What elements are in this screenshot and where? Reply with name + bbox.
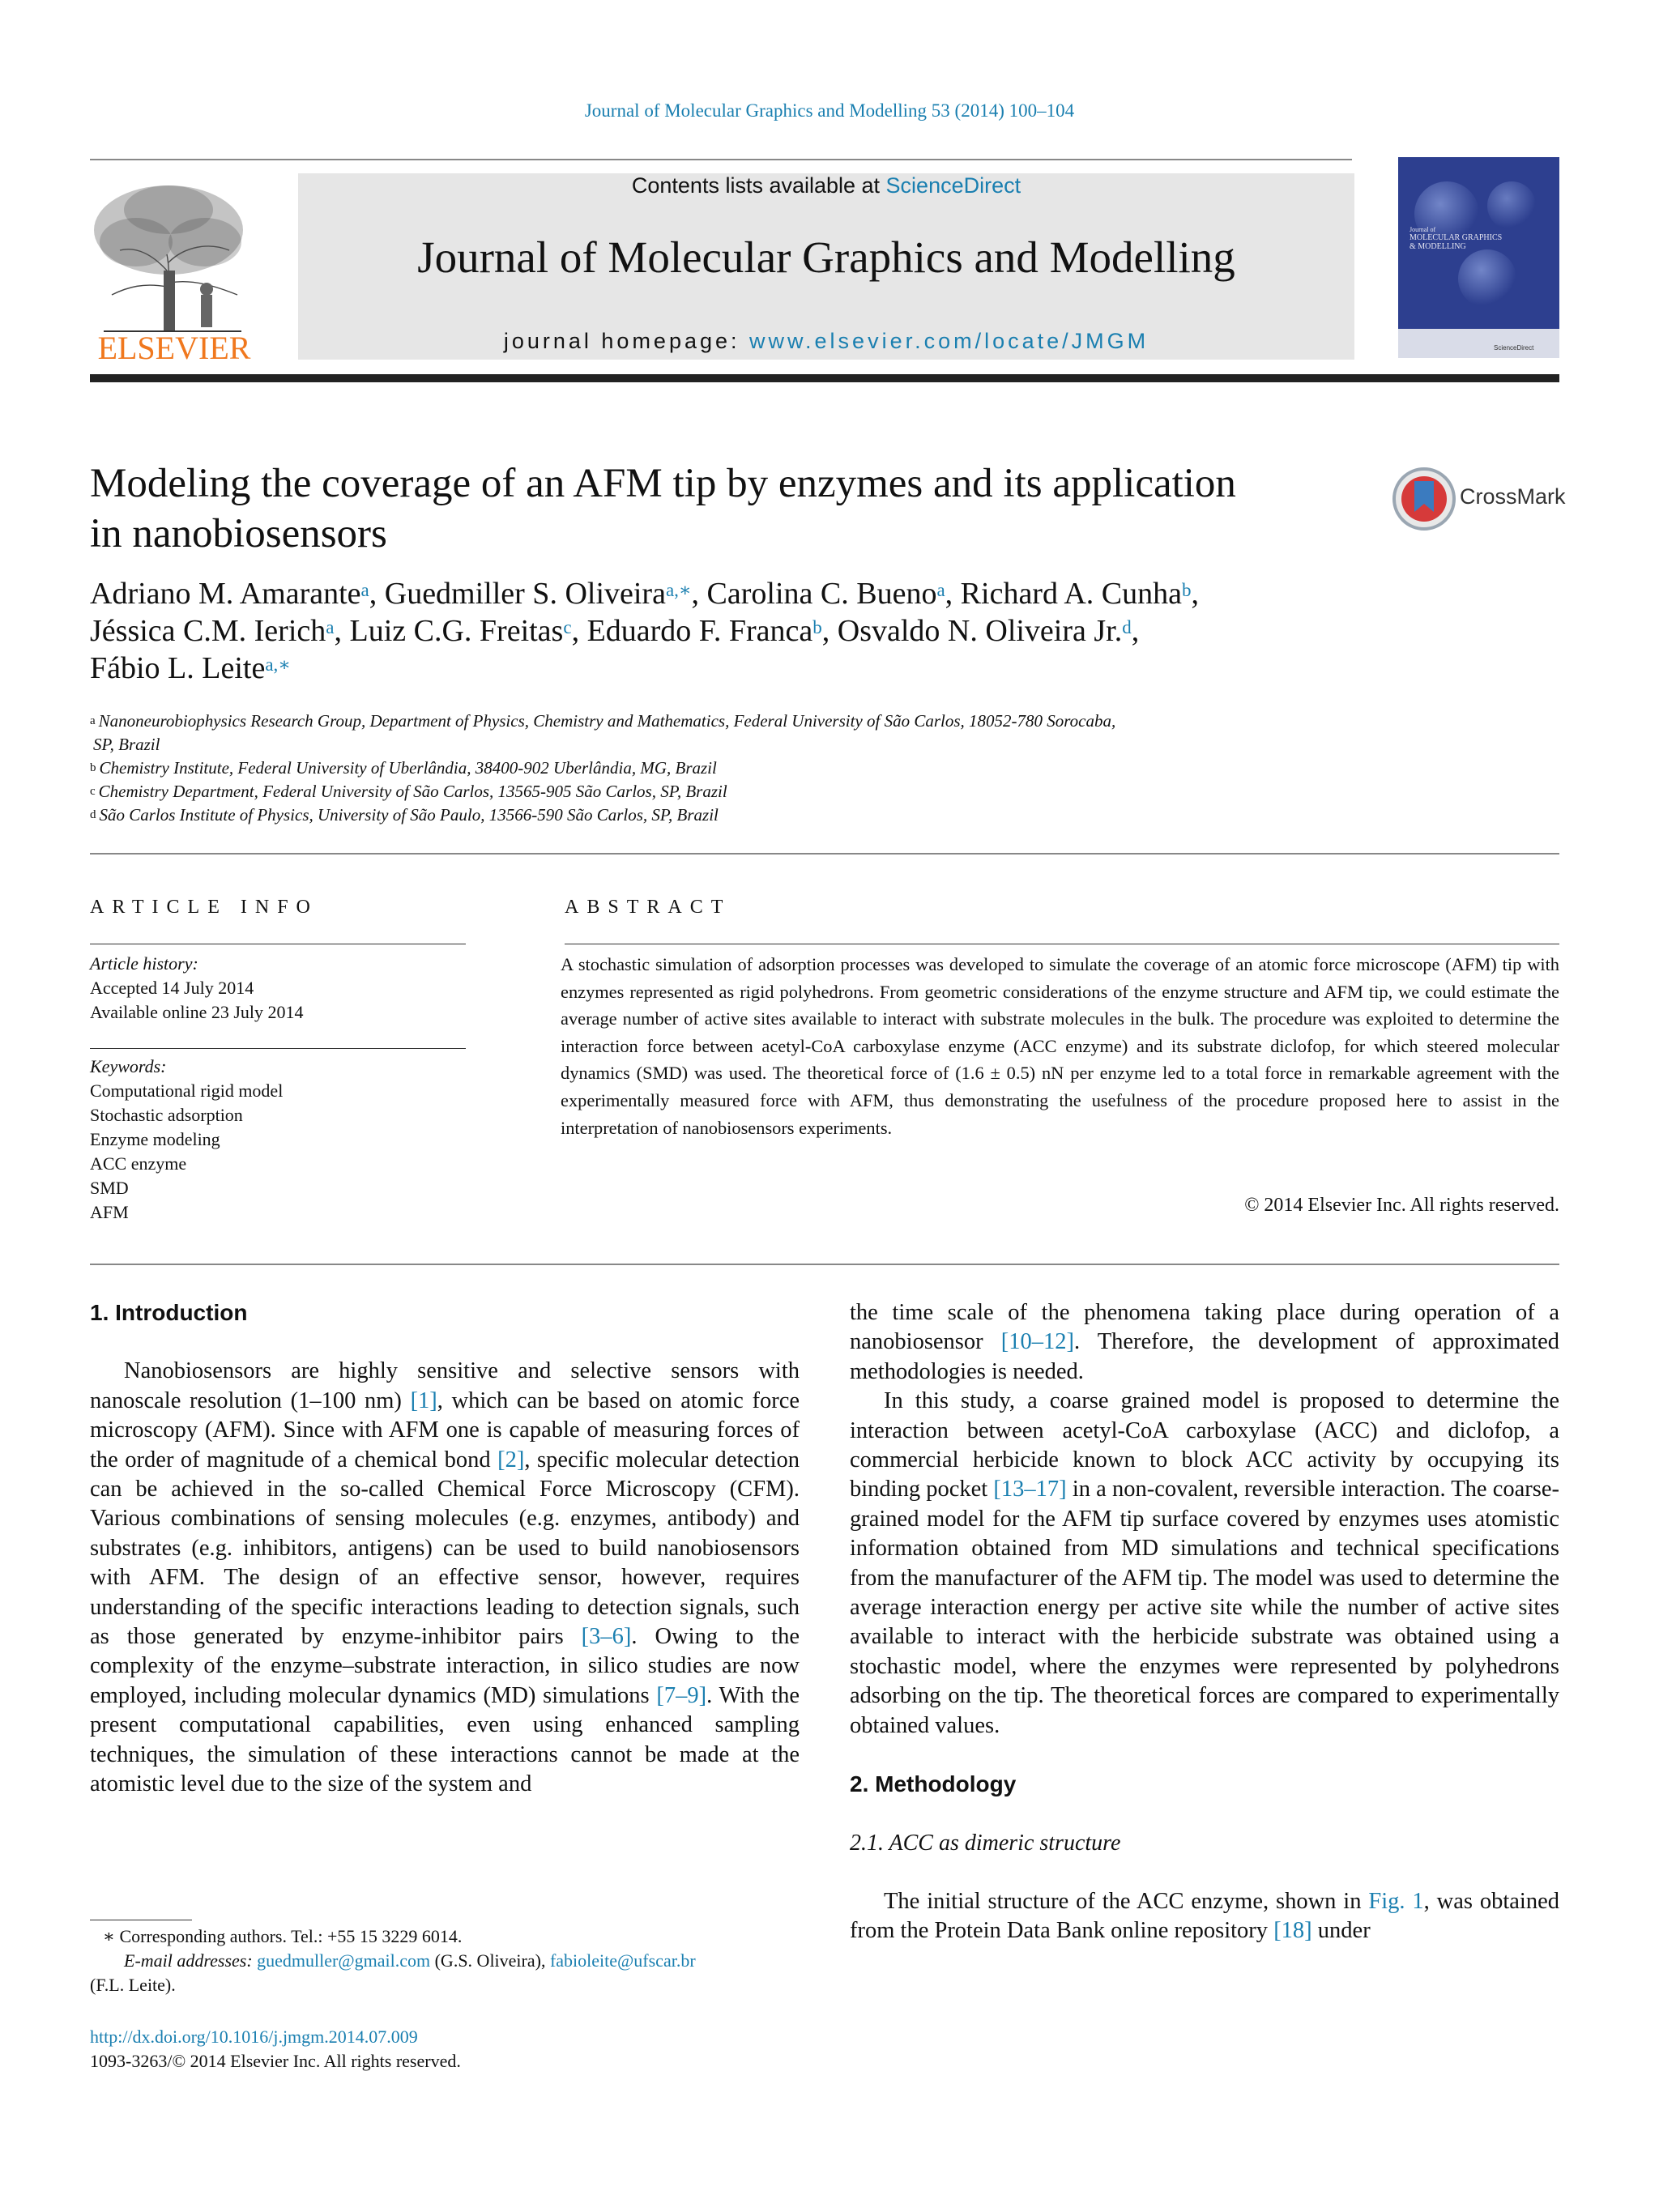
abstract-copyright: © 2014 Elsevier Inc. All rights reserved. [1244, 1195, 1559, 1216]
corresponding-line: ∗ Corresponding authors. Tel.: +55 15 3229 6014. [103, 1926, 463, 1946]
author-name[interactable]: Eduardo F. Franca [586, 614, 813, 648]
affiliation-rule [90, 853, 1559, 855]
homepage-prefix: journal homepage: [503, 329, 750, 353]
intro-continuation [850, 1298, 1559, 1387]
affiliation-text: São Carlos Institute of Physics, University of São Paulo, 13566-590 São Carlos, SP, Brazil [99, 805, 719, 825]
article-title [90, 458, 1354, 559]
citation-link[interactable]: [2] [497, 1447, 525, 1473]
affiliation-mark: d [90, 808, 96, 821]
text-run: The initial structure of the ACC enzyme, shown in [884, 1888, 1369, 1914]
figure-link[interactable]: Fig. 1 [1368, 1888, 1424, 1914]
journal-citation[interactable]: Journal of Molecular Graphics and Modelling 53 (2014) 100–104 [584, 100, 1075, 121]
text-run: In this study, a coarse grained model is proposed to determine the interaction between acetyl-CoA carboxylase (ACC) and diclofop, a commercial herbicide known to block ACC activity by occupying its binding pocket [850, 1388, 1559, 1502]
affiliation-text: Chemistry Department, Federal University of São Carlos, 13565-905 São Carlos, SP, Brazil [98, 782, 727, 801]
author-affiliation-mark[interactable]: a,∗ [665, 580, 692, 600]
keywords-label: Keywords: [90, 1056, 167, 1076]
journal-name: Journal of Molecular Graphics and Modelling [417, 232, 1235, 282]
text-run: , which can be based on atomic force microscopy (AFM). Since with AFM one is capable of measuring forces of the order of magnitude of a chemical bond [90, 1387, 800, 1473]
homepage-link[interactable]: www.elsevier.com/locate/JMGM [749, 329, 1149, 353]
email-line [90, 1949, 803, 1973]
body-left-column [90, 1298, 800, 1800]
issn-line: 1093-3263/© 2014 Elsevier Inc. All rights reserved. [90, 2051, 461, 2071]
title-line-2: in nanobiosensors [90, 511, 387, 556]
study-paragraph [850, 1387, 1559, 1741]
author-affiliation-mark[interactable]: a [360, 580, 369, 600]
author-affiliation-mark[interactable]: a,∗ [265, 654, 291, 675]
email-owner: (G.S. Oliveira), [430, 1950, 550, 1971]
affiliation-mark: a [90, 714, 96, 727]
crossmark-badge[interactable] [1392, 467, 1566, 531]
corresponding-footnote [90, 1924, 803, 1997]
author-name[interactable]: Adriano M. Amarante [90, 577, 361, 611]
email-label: E-mail addresses: [124, 1950, 258, 1971]
keywords-block [90, 1055, 463, 1225]
affiliation-line [90, 710, 1354, 733]
affiliation-line [90, 757, 1354, 780]
email-link[interactable]: fabioleite@ufscar.br [549, 1950, 696, 1971]
citation-link[interactable]: [3–6] [581, 1624, 632, 1650]
cover-title-line2: MOLECULAR GRAPHICS [1410, 233, 1503, 242]
citation-link[interactable]: [1] [410, 1387, 437, 1413]
keyword: Enzyme modeling [90, 1129, 220, 1149]
citation-link[interactable]: [10–12] [1000, 1329, 1074, 1355]
author-separator: , [1191, 577, 1200, 611]
cover-title-line1: Journal of [1410, 226, 1436, 233]
elsevier-wordmark[interactable]: ELSEVIER [97, 330, 251, 366]
cover-footer: ScienceDirect [1494, 344, 1534, 352]
author-affiliation-mark[interactable]: b [812, 617, 822, 637]
author-name[interactable]: Jéssica C.M. Ierich [90, 614, 326, 648]
crossmark-icon [1392, 467, 1456, 531]
accepted-date: Accepted 14 July 2014 [90, 978, 254, 998]
author-affiliation-mark[interactable]: a [936, 580, 945, 600]
affiliation-mark: b [90, 761, 96, 774]
author-separator: , [821, 614, 838, 648]
abstract-heading: ABSTRACT [565, 897, 731, 918]
citation-link[interactable]: [18] [1273, 1918, 1312, 1944]
author-affiliation-mark[interactable]: b [1182, 580, 1192, 600]
keyword: Computational rigid model [90, 1080, 284, 1101]
author-affiliation-mark[interactable]: a [326, 617, 335, 637]
author-separator: , [691, 577, 707, 611]
text-run: Nanobiosensors are highly sensitive and selective sensors with nanoscale resolution (1–100 nm) [90, 1358, 800, 1413]
title-line-1: Modeling the coverage of an AFM tip by enzymes and its application [90, 461, 1236, 506]
author-affiliation-mark[interactable]: c [563, 617, 572, 637]
text-run: under [1311, 1918, 1371, 1944]
keywords-rule [90, 1048, 466, 1049]
author-separator: , [369, 577, 385, 611]
affiliation-mark: c [90, 785, 96, 798]
sciencedirect-link[interactable]: ScienceDirect [885, 173, 1021, 198]
author-name[interactable]: Luiz C.G. Freitas [349, 614, 564, 648]
author-affiliation-mark[interactable]: d [1122, 617, 1132, 637]
email-link[interactable]: guedmuller@gmail.com [257, 1950, 431, 1971]
text-run: , specific molecular detection can be achieved in the so-called Chemical Force Microscopy (CFM). Various combinations of sensing molecules (e.g. enzymes, antibody) and substrates (e.g. inhibitors, antigens) can be used to build nanobiosensors with AFM. The design of an effective sensor, however, requires understanding of the specific interactions leading to detection signals, such as those generated by enzyme-inhibitor pairs [90, 1447, 800, 1650]
affiliation-text: Chemistry Institute, Federal University of Uberlândia, 38400-902 Uberlândia, MG, Brazil [99, 758, 717, 778]
author-list [90, 575, 1386, 687]
affiliation-text: SP, Brazil [93, 735, 160, 754]
journal-masthead [298, 173, 1354, 360]
header-rule [90, 159, 1352, 160]
citation-link[interactable]: [7–9] [656, 1682, 707, 1708]
body-rule [90, 1264, 1559, 1265]
body-right-column [850, 1298, 1559, 1946]
keyword: AFM [90, 1202, 129, 1222]
author-name[interactable]: Osvaldo N. Oliveira Jr. [837, 614, 1123, 648]
doi-block [90, 2025, 803, 2073]
author-separator: , [1131, 614, 1140, 648]
text-run: the time scale of the phenomena taking place during operation of a nanobiosensor [850, 1300, 1559, 1355]
method-paragraph [850, 1887, 1559, 1946]
text-run: in a non-covalent, reversible interaction. The coarse-grained model for the AFM tip surface covered by enzymes uses atomistic information obtained from MD simulations and technical specifications from the manufacturer of the AFM tip. The model was used to determine the average interaction energy per active site while the number of active sites available to interact with the herbicide substrate was obtained using a stochastic model, where the enzymes were represented by polyhedrons adsorbing on the tip. The theoretical forces are compared to experimentally obtained values. [850, 1477, 1559, 1738]
text-run: . Owing to the complexity of the enzyme–substrate interaction, in silico studies are now employed, including molecular dynamics (MD) simulations [90, 1624, 800, 1708]
affiliation-line [90, 733, 1354, 757]
homepage-line [298, 329, 1354, 354]
citation-link[interactable]: [13–17] [993, 1477, 1067, 1502]
author-separator: , [945, 577, 961, 611]
text-run: . With the present computational capabilities, even using enhanced sampling techniques, the simulation of these interactions cannot be made at the atomistic level due to the size of the system and [90, 1682, 800, 1797]
affiliation-line [90, 780, 1354, 803]
contents-line [298, 173, 1354, 198]
author-name[interactable]: Carolina C. Bueno [706, 577, 937, 611]
online-date: Available online 23 July 2014 [90, 1002, 304, 1022]
text-run: . Therefore, the development of approximated methodologies is needed. [850, 1329, 1560, 1384]
author-name[interactable]: Fábio L. Leite [90, 651, 266, 685]
keyword-list [90, 1079, 463, 1225]
crossmark-label: CrossMark [1460, 484, 1566, 509]
methodology-heading: 2. Methodology [850, 1771, 1017, 1797]
keyword: Stochastic adsorption [90, 1105, 243, 1125]
author-separator: , [334, 614, 350, 648]
article-info-heading: ARTICLE INFO [90, 897, 318, 918]
text-run: , was obtained from the Protein Data Bank online repository [850, 1888, 1559, 1944]
keyword: ACC enzyme [90, 1153, 187, 1174]
email-owner-line: (F.L. Leite). [90, 1975, 176, 1995]
article-history [90, 952, 463, 1025]
contents-prefix: Contents lists available at [631, 173, 886, 198]
masthead-thick-rule [90, 374, 1559, 382]
affiliations [90, 710, 1354, 827]
subsection-heading: 2.1. ACC as dimeric structure [850, 1830, 1121, 1856]
journal-cover-image[interactable] [1398, 157, 1559, 358]
history-label: Article history: [90, 953, 198, 974]
affiliation-line [90, 803, 1354, 827]
intro-heading: 1. Introduction [90, 1300, 248, 1325]
author-name[interactable]: Richard A. Cunha [960, 577, 1183, 611]
cover-title-line3: & MODELLING [1410, 242, 1466, 251]
affiliation-text: Nanoneurobiophysics Research Group, Department of Physics, Chemistry and Mathematics, Federal University of São Carlos, 18052-780 Sorocaba, [98, 711, 1116, 731]
doi-link[interactable]: http://dx.doi.org/10.1016/j.jmgm.2014.07.009 [90, 2027, 418, 2047]
author-name[interactable]: Guedmiller S. Oliveira [384, 577, 666, 611]
keyword: SMD [90, 1178, 129, 1198]
abstract-text: A stochastic simulation of adsorption processes was developed to simulate the coverage of an atomic force microscope (AFM) tip with enzymes represented as rigid polyhedrons. From geometric considerations of the enzyme structure and AFM tip, we could estimate the average number of active sites available to interact with substrate molecules in the bulk. The procedure was exploited to determine the interaction force between acetyl-CoA carboxylase enzyme (ACC enzyme) and its substrate diclofop, for which steered molecular dynamics (SMD) was used. The theoretical force of (1.6 ± 0.5) nN per enzyme led to a total force in remarkable agreement with the experimentally measured force with AFM, thus demonstrating the usefulness of the procedure proposed here to assist in the interpretation of nanobiosensors experiments. [561, 954, 1559, 1138]
author-separator: , [571, 614, 587, 648]
intro-paragraph [90, 1357, 800, 1799]
